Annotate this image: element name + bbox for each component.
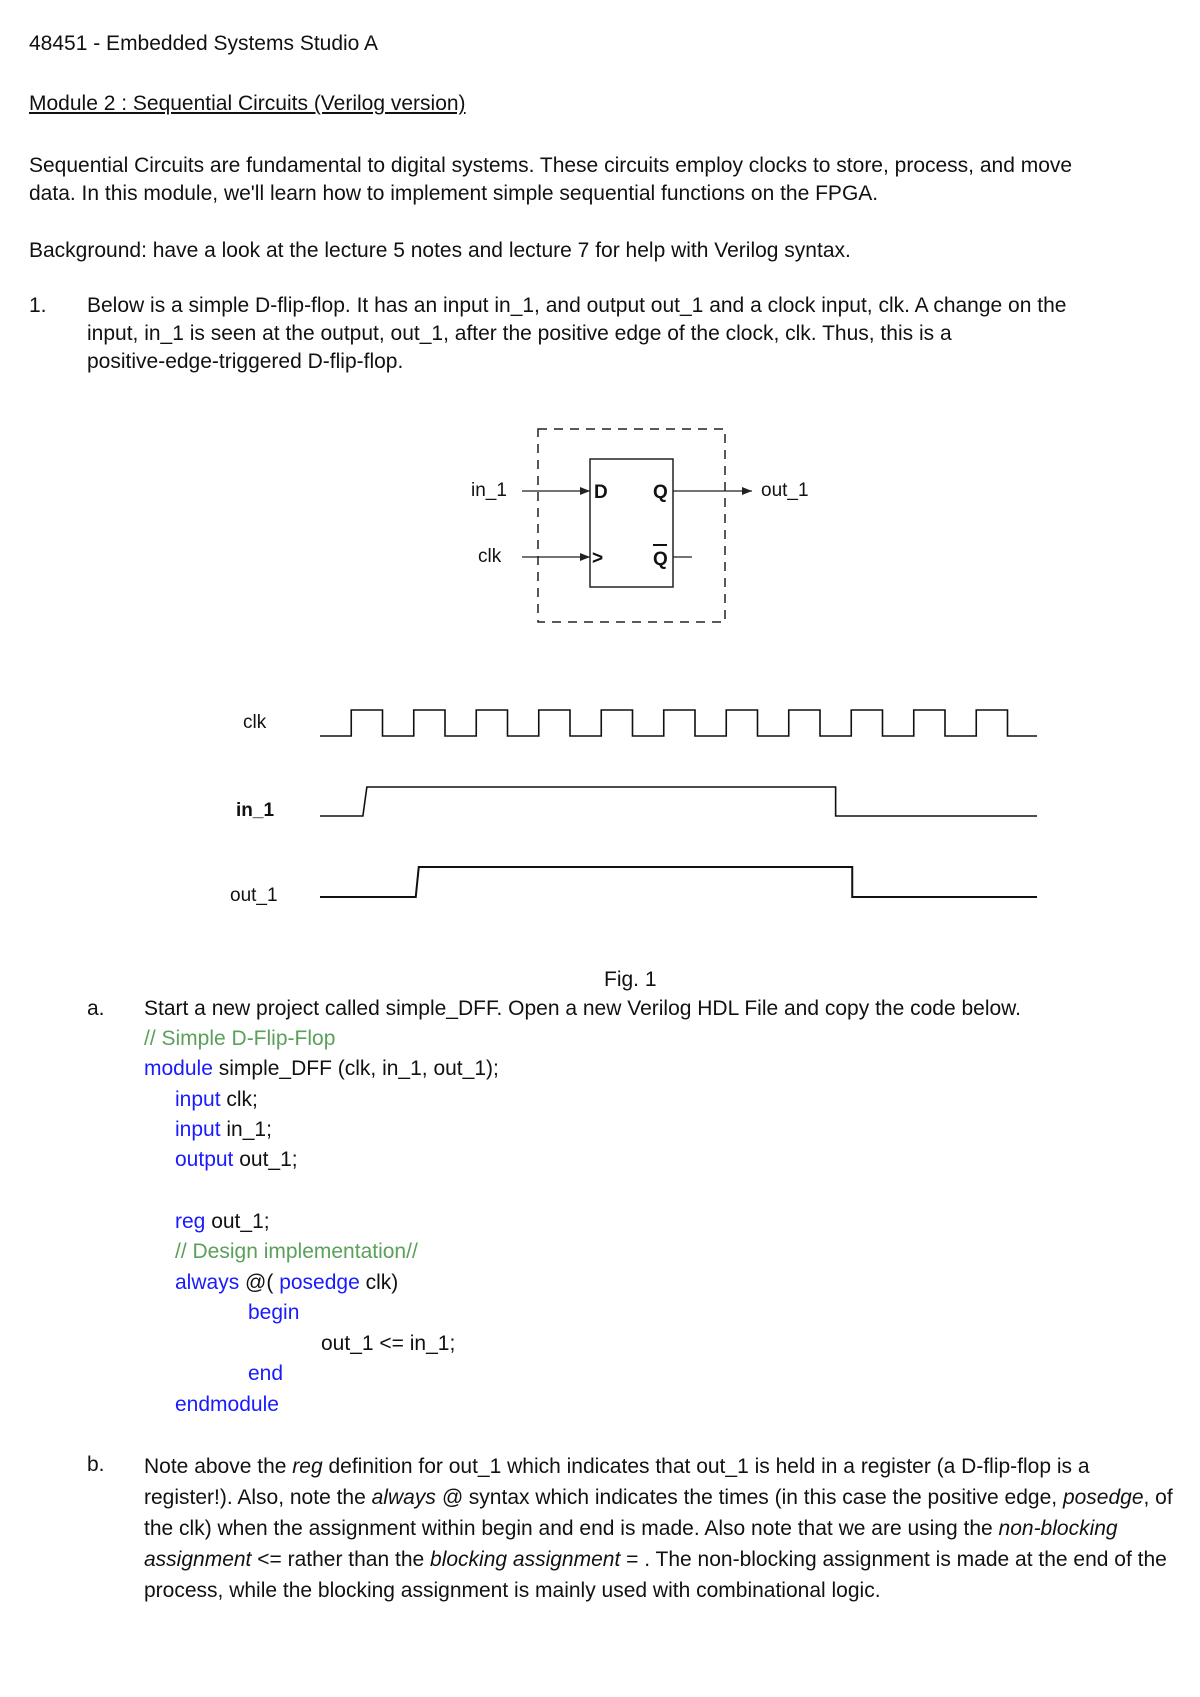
- timing-label-in-1: in_1: [236, 800, 275, 821]
- item-b-text: syntax which indicates the times (in this case the positive edge,: [462, 1486, 1063, 1509]
- code-line-end: end: [248, 1362, 284, 1385]
- pin-clk-label: >: [592, 548, 604, 569]
- item-1-line-3: positive-edge-triggered D-flip-flop.: [87, 350, 404, 373]
- item-b-text: = . The non-blocking assignment is made at the end of the process, while the blocking assignment is mainly used with combinational logic.: [144, 1548, 1167, 1602]
- code-comment-1: // Simple D-Flip-Flop: [144, 1027, 336, 1050]
- item-1-number: 1.: [29, 294, 47, 317]
- code-text: @(: [239, 1271, 280, 1294]
- item-b-text: Note above the: [144, 1455, 293, 1478]
- code-text: clk): [359, 1271, 399, 1294]
- item-b-term-always: always @: [371, 1486, 463, 1509]
- clk-waveform: [320, 710, 1037, 736]
- code-keyword: module: [144, 1057, 213, 1080]
- item-b-term-blocking: blocking assignment: [430, 1548, 621, 1571]
- background-note: Background: have a look at the lecture 5 notes and lecture 7 for help with Verilog syntax.: [29, 239, 851, 262]
- item-a-text: Start a new project called simple_DFF. Open a new Verilog HDL File and copy the code below.: [144, 997, 1022, 1020]
- clk-arrow: [580, 553, 590, 561]
- out-1-waveform: [320, 867, 1037, 897]
- pin-qbar-label: Q: [653, 549, 668, 570]
- in-1-arrow: [580, 487, 590, 495]
- item-b-paragraph: [144, 1451, 1174, 1606]
- code-line-input-in: [175, 1115, 272, 1145]
- intro-line-1: Sequential Circuits are fundamental to digital systems. These circuits employ clocks to store, process, and move: [29, 154, 1073, 177]
- intro-line-2: data. In this module, we'll learn how to implement simple sequential functions on the FPGA.: [29, 182, 879, 205]
- code-keyword: input: [175, 1118, 221, 1141]
- timing-diagram: [0, 680, 1200, 930]
- code-line-reg: [175, 1207, 270, 1237]
- code-text: simple_DFF (clk, in_1, out_1);: [212, 1057, 499, 1080]
- code-text: in_1;: [220, 1118, 272, 1141]
- item-b-text: , of the clk) when the assignment within begin and end is made. Also note that we are using the: [144, 1486, 1173, 1540]
- code-keyword: input: [175, 1088, 221, 1111]
- timing-label-clk: clk: [243, 712, 267, 733]
- item-b-term-reg: reg: [292, 1455, 323, 1478]
- item-b-term-non-blocking: non-blocking assignment: [144, 1517, 1118, 1571]
- dff-out-label: out_1: [761, 480, 809, 501]
- module-title: Module 2 : Sequential Circuits (Verilog version): [29, 92, 466, 115]
- item-b-letter: b.: [87, 1453, 105, 1476]
- item-b-term-posedge: posedge: [1062, 1486, 1144, 1509]
- item-b-text: <= rather than the: [251, 1548, 431, 1571]
- code-text: clk;: [220, 1088, 258, 1111]
- code-line-endmodule: endmodule: [175, 1393, 279, 1416]
- code-text: out_1;: [233, 1148, 298, 1171]
- in-1-waveform: [320, 787, 1037, 816]
- code-line-assign: out_1 <= in_1;: [321, 1332, 456, 1355]
- code-comment-2: // Design implementation//: [175, 1240, 418, 1263]
- dff-diagram: [0, 0, 1200, 640]
- code-line-begin: begin: [248, 1301, 300, 1324]
- code-line-module: [144, 1054, 499, 1084]
- item-1-line-2: input, in_1 is seen at the output, out_1, after the positive edge of the clock, clk. Thus, this is a: [87, 322, 952, 345]
- pin-d-label: D: [594, 482, 608, 503]
- dff-clk-label: clk: [478, 546, 502, 567]
- pin-q-label: Q: [653, 482, 668, 503]
- code-text: out_1;: [205, 1210, 270, 1233]
- figure-caption: Fig. 1: [604, 968, 657, 991]
- code-keyword: always: [175, 1271, 240, 1294]
- item-1-line-1: Below is a simple D-flip-flop. It has an input in_1, and output out_1 and a clock input, clk. A change on the: [87, 294, 1067, 317]
- dff-in-label: in_1: [471, 480, 507, 501]
- item-a-letter: a.: [87, 997, 105, 1020]
- code-line-input-clk: [175, 1085, 258, 1115]
- item-b-text: definition for out_1 which indicates that out_1 is held in a register (a D-flip-flop is a register!). Also, note the: [144, 1455, 1090, 1509]
- code-line-always: [175, 1268, 398, 1298]
- timing-label-out-1: out_1: [230, 885, 278, 906]
- code-keyword: posedge: [279, 1271, 360, 1294]
- out-1-arrow: [742, 487, 752, 495]
- code-line-output: [175, 1145, 298, 1175]
- code-keyword: output: [175, 1148, 234, 1171]
- course-title: 48451 - Embedded Systems Studio A: [29, 32, 379, 55]
- code-keyword: reg: [175, 1210, 206, 1233]
